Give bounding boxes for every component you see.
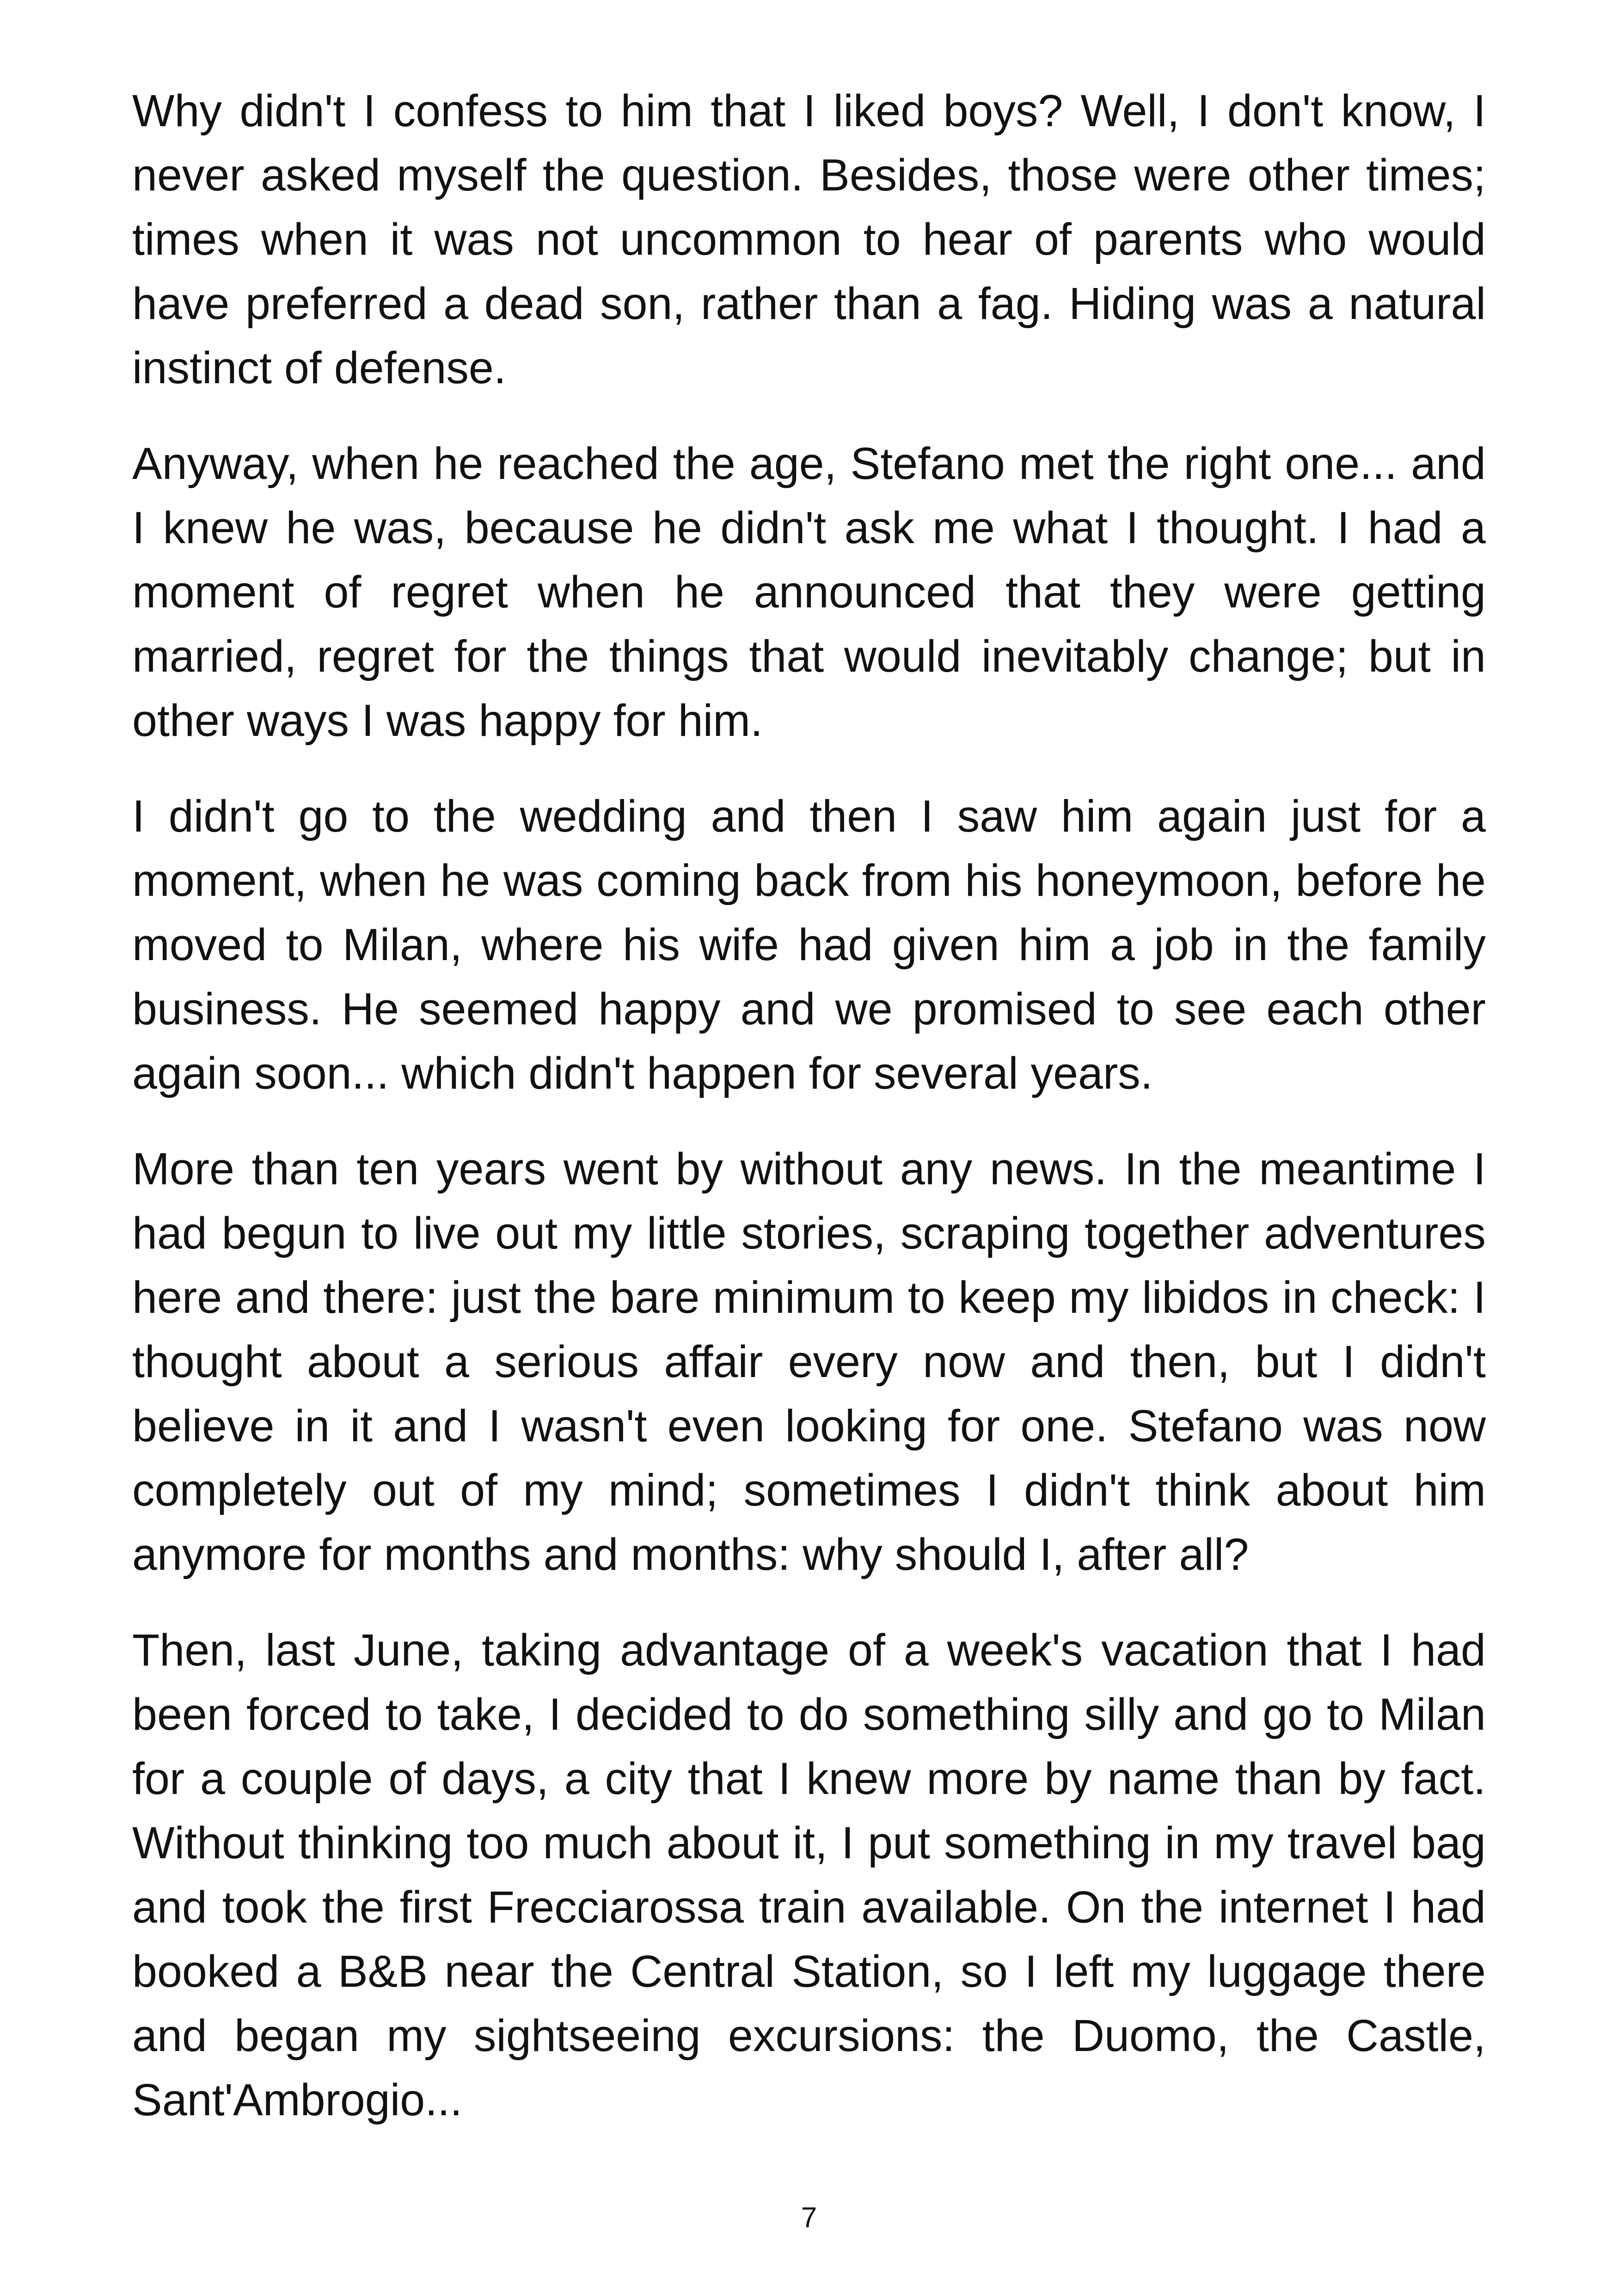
paragraph-1: Why didn't I confess to him that I liked boys? Well, I don't know, I never asked myself the question. Besides, those were other times; times when it was not uncommon to hear of parents who would have preferred a dead son, rather than a fag. Hiding was a natural instinct of defense. (132, 86, 1486, 393)
page-number: 7 (801, 2202, 817, 2234)
paragraph-4: More than ten years went by without any news. In the meantime I had begun to live out my little stories, scraping together adventures here and there: just the bare minimum to keep my libidos in check: I thought about a serious affair every now and then, but I didn't believe in it and I wasn't even looking for one. Stefano was now completely out of my mind; sometimes I didn't think about him anymore for months and months: why should I, after all? (132, 1144, 1486, 1580)
body-text (132, 79, 1486, 2163)
paragraph-2: Anyway, when he reached the age, Stefano met the right one... and I knew he was, because he didn't ask me what I thought. I had a moment of regret when he announced that they were getting married, regret for the things that would inevitably change; but in other ways I was happy for him. (132, 438, 1486, 746)
paragraph-5: Then, last June, taking advantage of a week's vacation that I had been forced to take, I decided to do something silly and go to Milan for a couple of days, a city that I knew more by name than by fact. Without thinking too much about it, I put something in my travel bag and took the first Frecciarossa train available. On the internet I had booked a B&B near the Central Station, so I left my luggage there and began my sightseeing excursions: the Duomo, the Castle, Sant'Ambrogio... (132, 1625, 1486, 2125)
paragraph-3: I didn't go to the wedding and then I saw him again just for a moment, when he was coming back from his honeymoon, before he moved to Milan, where his wife had given him a job in the family business. He seemed happy and we promised to see each other again soon... which didn't happen for several years. (132, 791, 1486, 1098)
